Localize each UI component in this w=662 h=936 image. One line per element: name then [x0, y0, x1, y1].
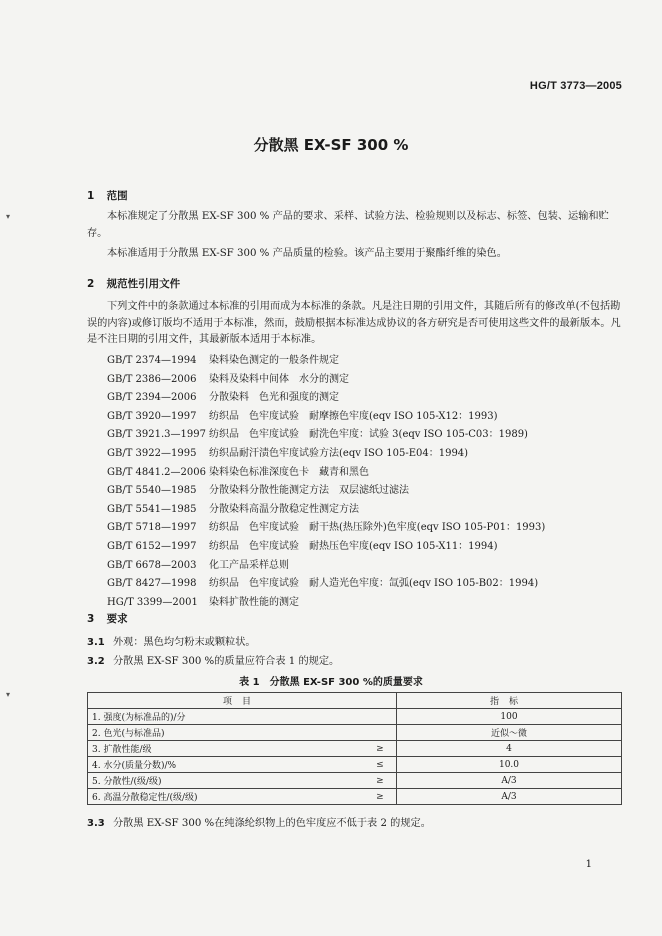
reference-item [107, 538, 545, 557]
reference-title: 纺织品 色牢度试验 耐干热(热压除外)色牢度(eqv ISO 105-P01：1993) [209, 522, 546, 534]
section-number: 1 [87, 190, 95, 202]
reference-item [107, 426, 545, 445]
column-header-item: 项目 [88, 693, 397, 709]
reference-list [107, 352, 545, 612]
table-cell-item: 2. 色光(与标准品) [88, 725, 364, 741]
reference-code: HG/T 3399—2001 [107, 596, 198, 608]
binding-mark: ▾ [6, 212, 11, 221]
clause-3-3 [87, 814, 431, 829]
reference-item [107, 464, 545, 483]
table-cell-item: 5. 分散性/(级/级) [88, 773, 364, 789]
table-cell-value: A/3 [397, 773, 622, 789]
clause-text: 分散黑 EX-SF 300 %的质量应符合表 1 的规定。 [113, 656, 340, 667]
table-cell-operator: ≥ [364, 773, 397, 789]
reference-item [107, 575, 545, 594]
scope-paragraph-1: 本标准规定了分散黑 EX-SF 300 % 产品的要求、采样、试验方法、检验规则以及标志、标签、包装、运输和贮存。 [87, 211, 609, 239]
reference-item [107, 501, 545, 520]
reference-title: 染料染色标准深度色卡 藏青和黑色 [209, 466, 369, 478]
table-row [88, 709, 622, 725]
reference-code: GB/T 6152—1997 [107, 540, 197, 552]
reference-code: GB/T 5541—1985 [107, 503, 197, 515]
reference-code: GB/T 3922—1995 [107, 447, 197, 459]
clause-3-2 [87, 652, 339, 667]
column-header-value: 指标 [397, 693, 622, 709]
table-cell-item: 1. 强度(为标准品的)/分 [88, 709, 364, 725]
table-cell-value: 10.0 [397, 757, 622, 773]
clause-text: 分散黑 EX-SF 300 %在纯涤纶织物上的色牢度应不低于表 2 的规定。 [113, 818, 431, 829]
table-cell-operator [364, 725, 397, 741]
reference-title: 染料及染料中间体 水分的测定 [209, 373, 349, 385]
reference-code: GB/T 4841.2—2006 [107, 466, 206, 478]
reference-item [107, 519, 545, 538]
table-row [88, 757, 622, 773]
reference-title: 化工产品采样总则 [209, 559, 289, 571]
table-cell-value: 100 [397, 709, 622, 725]
reference-code: GB/T 3920—1997 [107, 410, 197, 422]
reference-item [107, 594, 545, 613]
clause-number: 3.3 [87, 818, 105, 829]
reference-item [107, 557, 545, 576]
table-cell-operator: ≥ [364, 741, 397, 757]
section-3-heading [87, 611, 128, 626]
scope-paragraph-2: 本标准适用于分散黑 EX-SF 300 % 产品质量的检验。该产品主要用于聚酯纤维的染色。 [107, 248, 507, 259]
reference-title: 分散染料分散性能测定方法 双层滤纸过滤法 [209, 485, 409, 497]
table-1-caption: 表 1 分散黑 EX-SF 300 %的质量要求 [239, 677, 423, 688]
reference-code: GB/T 2374—1994 [107, 355, 197, 366]
table-cell-operator [364, 709, 397, 725]
section-title: 规范性引用文件 [106, 278, 181, 290]
table-header-row [88, 693, 622, 709]
reference-title: 纺织品 色牢度试验 耐摩擦色牢度(eqv ISO 105-X12：1993) [209, 410, 498, 422]
reference-item [107, 482, 545, 501]
reference-code: GB/T 3921.3—1997 [107, 429, 206, 441]
reference-code: GB/T 2386—2006 [107, 373, 197, 385]
section-number: 3 [87, 613, 95, 625]
clause-3-1 [87, 633, 256, 648]
clause-number: 3.2 [87, 656, 105, 667]
reference-item [107, 352, 545, 371]
page-number: 1 [585, 859, 592, 870]
reference-title: 染料扩散性能的测定 [209, 596, 299, 608]
reference-item [107, 371, 545, 390]
reference-code: GB/T 2394—2006 [107, 392, 197, 404]
reference-code: GB/T 5540—1985 [107, 485, 197, 497]
table-row [88, 773, 622, 789]
reference-code: GB/T 6678—2003 [107, 559, 197, 571]
table-row [88, 725, 622, 741]
clause-text: 外观：黑色均匀粉末或颗粒状。 [113, 637, 256, 648]
reference-title: 纺织品耐汗渍色牢度试验方法(eqv ISO 105-E04：1994) [209, 447, 469, 459]
table-cell-operator: ≤ [364, 757, 397, 773]
binding-mark: ▾ [6, 690, 11, 699]
reference-title: 分散染料 色光和强度的测定 [209, 392, 339, 404]
reference-item [107, 408, 545, 427]
table-row [88, 789, 622, 805]
document-title: 分散黑 EX-SF 300 % [253, 136, 409, 154]
reference-code: GB/T 5718—1997 [107, 522, 197, 534]
clause-number: 3.1 [87, 637, 105, 648]
section-2-heading [87, 276, 180, 291]
section-title: 范围 [106, 190, 128, 202]
table-cell-value: 近似～微 [397, 725, 622, 741]
section-1-heading [87, 188, 128, 203]
table-cell-operator: ≥ [364, 789, 397, 805]
reference-title: 分散染料高温分散稳定性测定方法 [209, 503, 359, 515]
section-number: 2 [87, 278, 95, 290]
table-cell-item: 6. 高温分散稳定性/(级/级) [88, 789, 364, 805]
reference-code: GB/T 8427—1998 [107, 578, 197, 590]
standard-code: HG/T 3773—2005 [529, 80, 622, 92]
reference-title: 纺织品 色牢度试验 耐人造光色牢度：氙弧(eqv ISO 105-B02：1994) [209, 578, 539, 590]
table-cell-value: A/3 [397, 789, 622, 805]
reference-item [107, 389, 545, 408]
table-cell-value: 4 [397, 741, 622, 757]
reference-title: 染料染色测定的一般条件规定 [209, 355, 339, 366]
reference-item [107, 445, 545, 464]
quality-requirements-table [87, 692, 622, 805]
table-cell-item: 3. 扩散性能/级 [88, 741, 364, 757]
table-cell-item: 4. 水分(质量分数)/% [88, 757, 364, 773]
section-title: 要求 [106, 613, 128, 625]
reference-title: 纺织品 色牢度试验 耐洗色牢度：试验 3(eqv ISO 105-C03：1989) [209, 429, 528, 441]
reference-title: 纺织品 色牢度试验 耐热压色牢度(eqv ISO 105-X11：1994) [209, 540, 498, 552]
normative-references-paragraph: 下列文件中的条款通过本标准的引用而成为本标准的条款。凡是注日期的引用文件，其随后所有的修改单(不包括勘误的内容)或修订版均不适用于本标准，然而，鼓励根据本标准达成协议的各方研究是否可使用这些文件的最新版本。凡是不注日期的引用文件，其最新版本适用于本标准。 [87, 301, 621, 345]
table-row [88, 741, 622, 757]
